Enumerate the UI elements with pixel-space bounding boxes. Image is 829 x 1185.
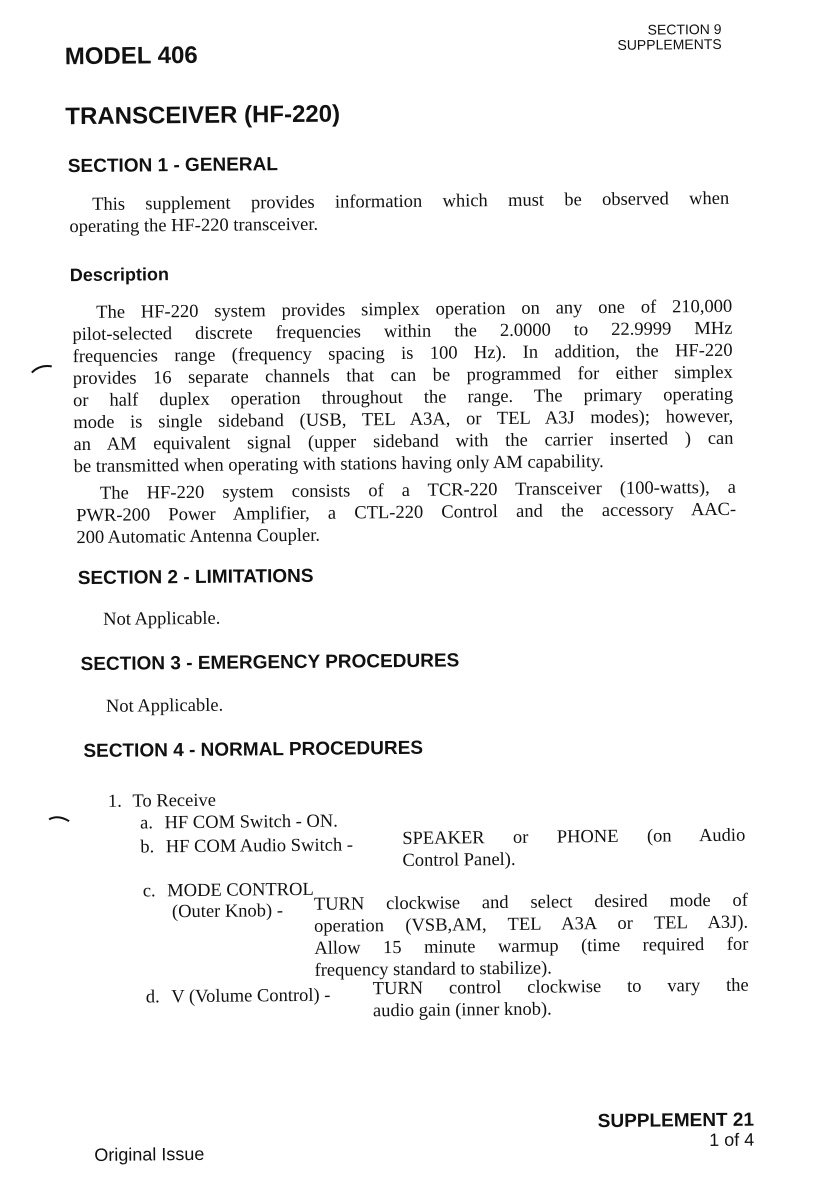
item-title: MODE CONTROL <box>167 879 314 902</box>
running-header <box>554 22 721 54</box>
item-letter: a. <box>140 813 154 834</box>
section-name: SUPPLEMENTS <box>617 35 722 53</box>
item-b <box>140 834 353 858</box>
description-paragraph-1 <box>72 296 734 478</box>
item-d <box>146 985 331 1009</box>
section1-intro <box>69 188 729 238</box>
step-number: 1. <box>107 791 122 812</box>
text-line: TURN clockwise and select desired mode of <box>313 890 748 915</box>
section2-heading: SECTION 2 - LIMITATIONS <box>77 565 314 590</box>
text-line: or half duplex operation throughout the range. The primary operating <box>72 384 734 412</box>
change-bar-mark <box>48 813 70 823</box>
page-number: 1 of 4 <box>709 1129 755 1151</box>
text-line: frequencies range (frequency spacing is 100 Hz). In addition, the HF-220 <box>72 340 733 368</box>
item-text: HF COM Switch - ON. <box>164 811 338 834</box>
model-title: MODEL 406 <box>64 41 198 71</box>
text-line: frequency standard to stabilize). <box>314 958 552 981</box>
step-1 <box>108 790 216 813</box>
section4-heading: SECTION 4 - NORMAL PROCEDURES <box>83 737 424 763</box>
text-line: This supplement provides information which must be observed when <box>92 188 730 215</box>
text-line: be transmitted when operating with stations having only AM capability. <box>73 452 604 478</box>
supplement-number: SUPPLEMENT 21 <box>597 1109 755 1133</box>
text-line: The HF-220 system provides simplex operation on any one of 210,000 <box>96 296 733 323</box>
item-d-detail <box>373 975 749 1023</box>
item-b-detail <box>402 825 745 872</box>
text-line: an AM equivalent signal (upper sideband with the carrier inserted ) can <box>73 428 734 456</box>
text-line: provides 16 separate channels that can be programmed for either simplex <box>72 362 733 390</box>
change-bar-mark <box>31 363 53 373</box>
item-letter: b. <box>140 837 155 858</box>
text-line: TURN control clockwise to vary the <box>372 975 749 1000</box>
text-line: PWR-200 Power Amplifier, a CTL-220 Control and the accessory AAC- <box>76 499 737 527</box>
item-c-detail <box>314 890 749 982</box>
text-line: audio gain (inner knob). <box>372 999 552 1022</box>
section1-heading: SECTION 1 - GENERAL <box>67 154 278 178</box>
step-label: To Receive <box>132 790 216 812</box>
page-title: TRANSCEIVER (HF-220) <box>65 100 341 131</box>
description-paragraph-2 <box>76 477 737 549</box>
section3-text: Not Applicable. <box>105 695 224 717</box>
item-letter: d. <box>145 987 160 1008</box>
item-letter: c. <box>142 881 156 902</box>
text-line: Control Panel). <box>402 849 516 871</box>
section2-text: Not Applicable. <box>103 608 221 630</box>
item-lead: HF COM Audio Switch - <box>165 835 354 858</box>
section-number: SECTION 9 <box>647 20 722 38</box>
text-line: The HF-220 system consists of a TCR-220 Transceiver (100-watts), a <box>99 477 737 504</box>
item-c <box>143 879 314 903</box>
text-line: pilot-selected discrete frequencies within the 2.0000 to 22.9999 MHz <box>72 318 733 346</box>
text-line: SPEAKER or PHONE (on Audio <box>402 825 746 849</box>
item-a <box>140 811 338 835</box>
text-line: 200 Automatic Antenna Coupler. <box>76 525 321 549</box>
text-line: mode is single sideband (USB, TEL A3A, or TEL A3J modes); however, <box>73 406 734 434</box>
section3-heading: SECTION 3 - EMERGENCY PROCEDURES <box>80 650 460 676</box>
text-line: operating the HF-220 transceiver. <box>69 214 319 238</box>
description-heading: Description <box>69 264 169 286</box>
item-c-lead: (Outer Knob) - <box>171 901 284 923</box>
text-line: Allow 15 minute warmup (time required for <box>314 934 749 959</box>
text-line: operation (VSB,AM, TEL A3A or TEL A3J). <box>314 912 749 937</box>
item-lead: V (Volume Control) - <box>171 985 331 1008</box>
issue-label: Original Issue <box>94 1143 205 1165</box>
